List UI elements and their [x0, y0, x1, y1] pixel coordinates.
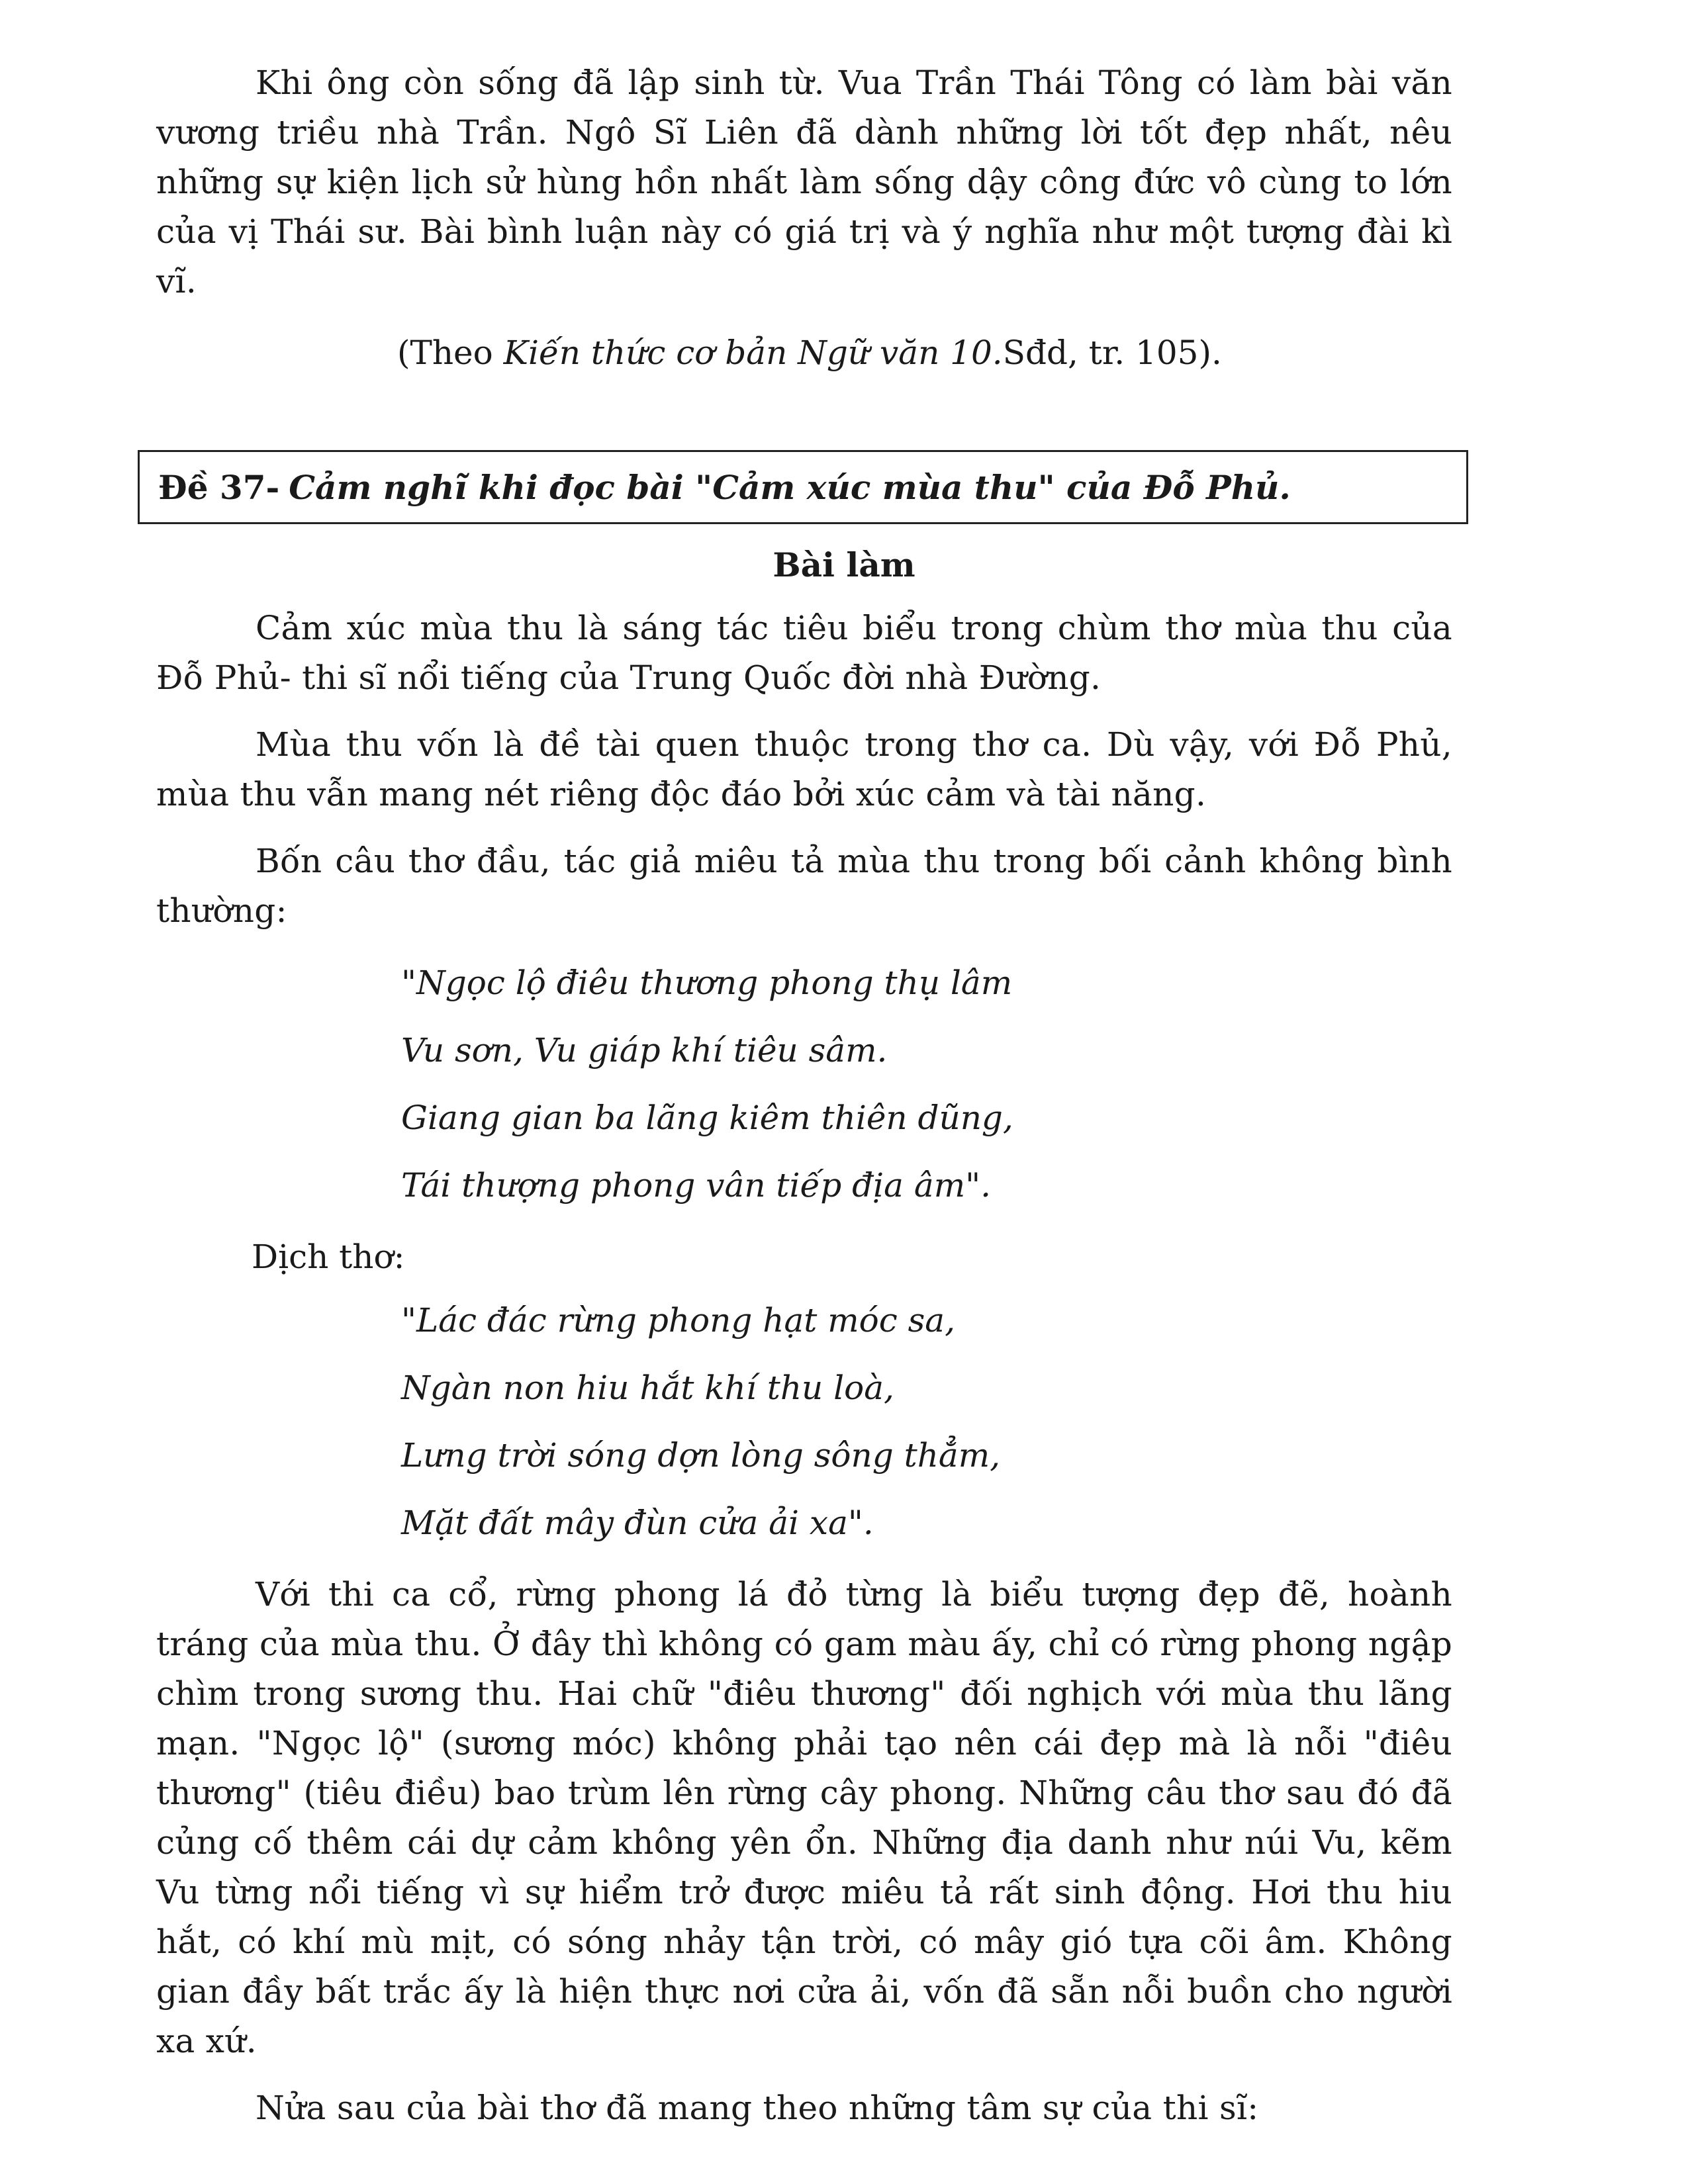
intro-paragraph: Khi ông còn sống đã lập sinh từ. Vua Trần Thái Tông có làm bài văn vương triều nhà Trần. Ngô Sĩ Liên đã dành những lời tốt đẹp nhất, nêu những sự kiện lịch sử hùng hồn nhất làm sống dậy công đức vô cùng to lớn của vị Thái sư. Bài bình luận này có giá trị và ý nghĩa như một tượng đài kì vĩ. — [156, 64, 1452, 300]
body-section-2 — [156, 1570, 1452, 2133]
body-paragraph: Với thi ca cổ, rừng phong lá đỏ từng là biểu tượng đẹp đẽ, hoành tráng của mùa thu. Ở đây thì không có gam màu ấy, chỉ có rừng phong ngập chìm trong sương thu. Hai chữ "điêu thương" đối nghịch với mùa thu lãng mạn. "Ngọc lộ" (sương móc) không phải tạo nên cái đẹp mà là nỗi "điêu thương" (tiêu điều) bao trùm lên rừng cây phong. Những câu thơ sau đó đã củng cố thêm cái dự cảm không yên ổn. Những địa danh như núi Vu, kẽm Vu từng nổi tiếng vì sự hiểm trở được miêu tả rất sinh động. Hơi thu hiu hắt, có khí mù mịt, có sóng nhảy tận trời, có mây gió tựa cõi âm. Không gian đầy bất trắc ấy là hiện thực nơi cửa ải, vốn đã sẵn nỗi buồn cho người xa xứ. — [156, 1575, 1452, 2060]
body-section-1 — [156, 604, 1452, 936]
exercise-heading-box — [138, 450, 1468, 524]
answer-heading: Bài làm — [773, 545, 915, 584]
poem-line: Lưng trời sóng dợn lòng sông thẳm, — [401, 1436, 1001, 1475]
poem-line: Mặt đất mây đùn cửa ải xa". — [401, 1504, 874, 1542]
body-paragraph: Bốn câu thơ đầu, tác giả miêu tả mùa thu trong bối cảnh không bình thường: — [156, 842, 1452, 930]
poem-original — [401, 949, 1013, 1219]
poem-line: Giang gian ba lãng kiêm thiên dũng, — [401, 1099, 1013, 1137]
citation-prefix: (Theo — [397, 334, 504, 372]
citation — [397, 328, 1222, 378]
poem-line: Ngàn non hiu hắt khí thu loà, — [401, 1369, 894, 1407]
poem-translation — [401, 1287, 1000, 1557]
poem-line: Tái thượng phong vân tiếp địa âm". — [401, 1166, 991, 1205]
translation-label: Dịch thơ: — [252, 1238, 405, 1276]
body-paragraph: Cảm xúc mùa thu là sáng tác tiêu biểu trong chùm thơ mùa thu của Đỗ Phủ- thi sĩ nổi tiếng của Trung Quốc đời nhà Đường. — [156, 609, 1452, 697]
citation-title: Kiến thức cơ bản Ngữ văn 10. — [503, 334, 1003, 372]
body-paragraph: Nửa sau của bài thơ đã mang theo những tâm sự của thi sĩ: — [256, 2089, 1259, 2127]
intro-section — [156, 58, 1452, 306]
poem-line: Vu sơn, Vu giáp khí tiêu sâm. — [401, 1031, 888, 1069]
citation-suffix: Sđd, tr. 105). — [1002, 334, 1222, 372]
exercise-title: Cảm nghĩ khi đọc bài "Cảm xúc mùa thu" của Đỗ Phủ. — [289, 467, 1291, 507]
body-paragraph: Mùa thu vốn là đề tài quen thuộc trong thơ ca. Dù vậy, với Đỗ Phủ, mùa thu vẫn mang nét riêng độc đáo bởi xúc cảm và tài năng. — [156, 725, 1452, 813]
exercise-number: Đề 37- — [158, 467, 280, 507]
poem-line: "Lác đác rừng phong hạt móc sa, — [401, 1301, 956, 1340]
poem-line: "Ngọc lộ điêu thương phong thụ lâm — [401, 964, 1013, 1002]
